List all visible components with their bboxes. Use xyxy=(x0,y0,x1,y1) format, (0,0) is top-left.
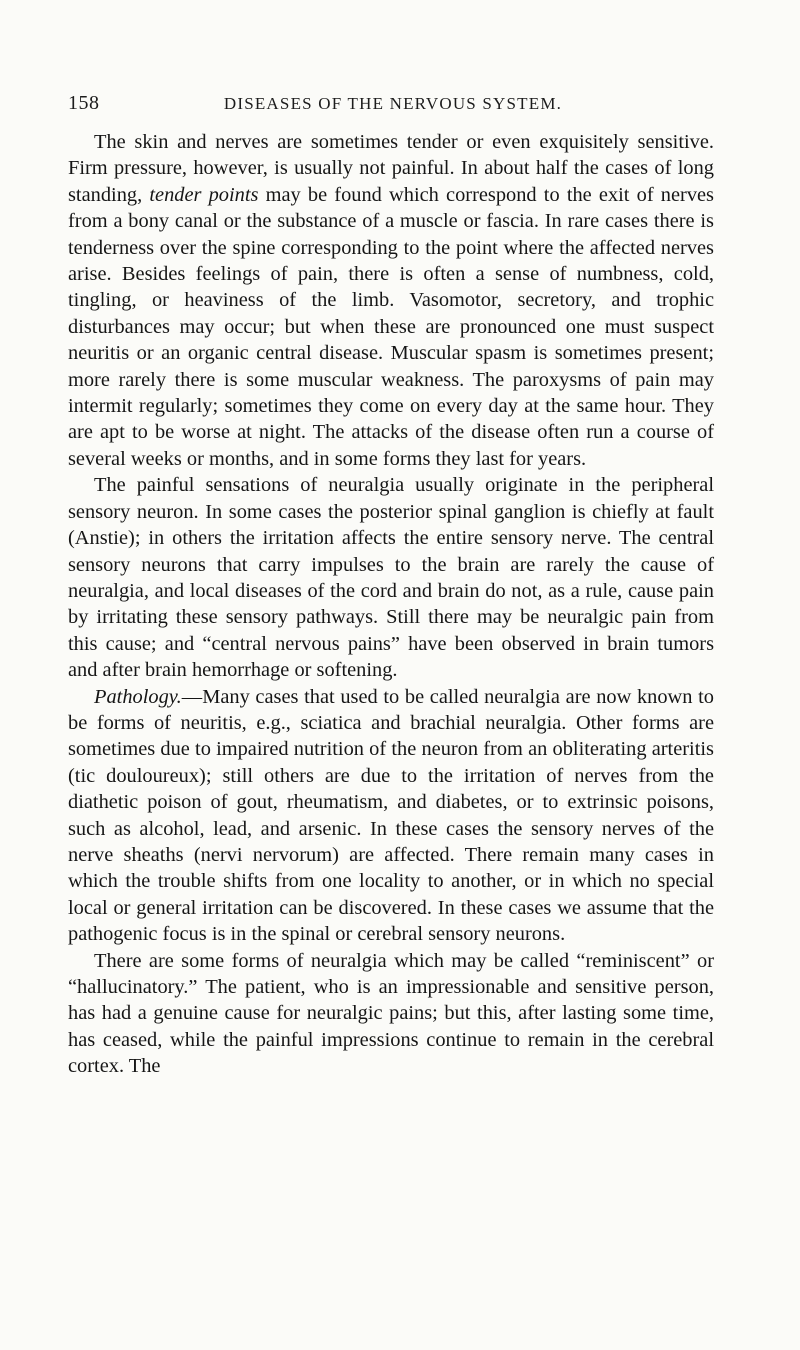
running-head: DISEASES OF THE NERVOUS SYSTEM. xyxy=(223,94,563,113)
paragraph-text: The skin and nerves are sometimes tender or even exquisitely sensitive. Firm pressure, however, is usually not painful. In about half the cases of long standing, xyxy=(68,131,714,206)
paragraph-text: may be found which correspond to the exit of nerves from a bony canal or the substance of a muscle or fascia. In rare cases there is tenderness over the spine corresponding to the point where the affected nerves arise. Besides feelings of pain, there is often a sense of numbness, cold, tingling, or heaviness of the limb. Vasomotor, secretory, and trophic disturbances may occur; but when these are pronounced one must suspect neuritis or an organic central disease. Muscular spasm is sometimes present; more rarely there is some muscular weakness. The paroxysms of pain may intermit regularly; sometimes they come on every day at the same hour. They are apt to be worse at night. The attacks of the disease often run a course of several weeks or months, and in some forms they last for years. xyxy=(68,183,714,470)
paragraph-text: There are some forms of neuralgia which may be called “reminiscent” or “hallucinatory.” The patient, who is an impressionable and sensitive person, has had a genuine cause for neuralgic pains; but this, after lasting some time, has ceased, while the painful impressions continue to remain in the cerebral cortex. The xyxy=(68,949,714,1078)
paragraph-text: —Many cases that used to be called neuralgia are now known to be forms of neuritis, e.g., sciatica and brachial neuralgia. Other forms are sometimes due to impaired nutrition of the neuron from an obliterating arteritis (tic douloureux); still others are due to the irritation of nerves from the diathetic poison of gout, rheumatism, and diabetes, or to extrinsic poisons, such as alcohol, lead, and arsenic. In these cases the sensory nerves of the nerve sheaths (nervi nervorum) are affected. There remain many cases in which the trouble shifts from one locality to another, or in which no special local or general irritation can be discovered. In these cases we assume that the pathogenic focus is in the spinal or cerebral sensory neurons. xyxy=(68,685,714,946)
paragraph xyxy=(68,472,714,683)
page-number: 158 xyxy=(68,92,100,114)
page-header xyxy=(68,92,718,122)
body-text xyxy=(68,129,714,1080)
paragraph xyxy=(68,684,714,948)
paragraph-text: The painful sensations of neuralgia usually originate in the peripheral sensory neuron. In some cases the posterior spinal ganglion is chiefly at fault (Anstie); in others the irritation affects the entire sensory nerve. The central sensory neurons that carry impulses to the brain are rarely the cause of neuralgia, and local diseases of the cord and brain do not, as a rule, cause pain by irritating these sensory pathways. Still there may be neuralgic pain from this cause; and “central nervous pains” have been observed in brain tumors and after brain hemorrhage or softening. xyxy=(68,474,714,682)
paragraph xyxy=(68,129,714,472)
italic-term: tender points xyxy=(149,183,259,206)
section-heading-pathology: Pathology. xyxy=(94,685,182,708)
paragraph xyxy=(68,948,714,1080)
